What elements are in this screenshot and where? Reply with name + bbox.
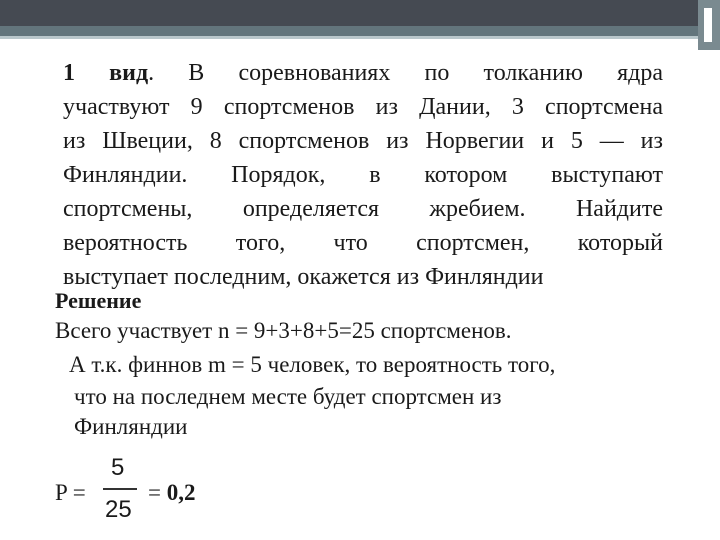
result-value: 0,2 bbox=[166, 480, 196, 505]
solution-title: Решение bbox=[55, 288, 142, 313]
formula-lhs: P = bbox=[55, 480, 86, 505]
problem-line-3: из Швеции, 8 спортсменов из Норвегии и 5 — из bbox=[63, 128, 663, 154]
formula-result bbox=[148, 480, 195, 506]
formula-equals: = bbox=[148, 480, 161, 505]
corner-bookmark-decoration bbox=[698, 0, 720, 50]
problem-label: 1 вид bbox=[63, 60, 149, 86]
problem-line-1 bbox=[63, 56, 663, 90]
problem-line-7: выступает последним, окажется из Финляндии bbox=[63, 264, 544, 290]
problem-line-1-text: . В соревнованиях по толканию ядра bbox=[148, 60, 663, 86]
solution-line-4: Финляндии bbox=[74, 414, 188, 439]
fraction-bar bbox=[103, 488, 137, 490]
fraction-numerator: 5 bbox=[111, 454, 125, 481]
header-stripe-light bbox=[0, 36, 720, 39]
problem-line-4: Финляндии. Порядок, в котором выступают bbox=[63, 162, 663, 188]
fraction-denominator: 25 bbox=[105, 496, 132, 523]
problem-line-6: вероятность того, что спортсмен, который bbox=[63, 230, 663, 256]
header-stripe bbox=[0, 26, 720, 36]
probability-formula bbox=[55, 454, 235, 524]
solution-line-1: Всего участвует n = 9+3+8+5=25 спортсменов. bbox=[55, 318, 512, 343]
problem-statement bbox=[63, 56, 663, 294]
problem-line-5: спортсмены, определяется жребием. Найдите bbox=[63, 196, 663, 222]
solution-line-3: что на последнем месте будет спортсмен из bbox=[74, 384, 502, 409]
solution-line-2: А т.к. финнов m = 5 человек, то вероятность того, bbox=[69, 352, 556, 377]
problem-line-2: участвуют 9 спортсменов из Дании, 3 спортсмена bbox=[63, 94, 663, 120]
header-bar bbox=[0, 0, 720, 26]
